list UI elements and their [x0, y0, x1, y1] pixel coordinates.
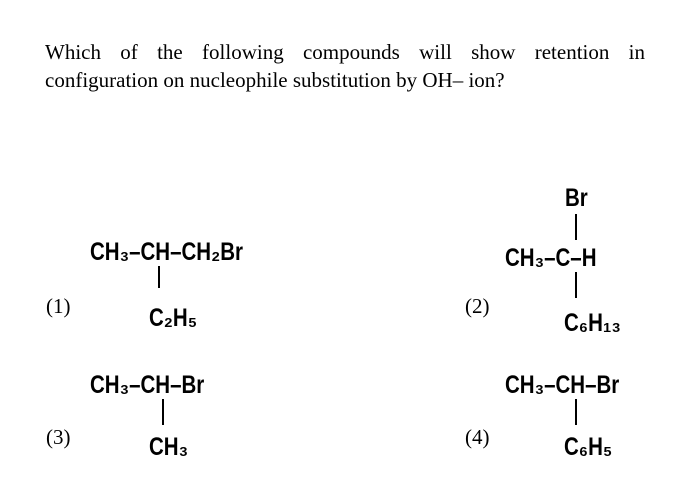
option-2-main-chain: CH₃–C–H	[505, 244, 597, 272]
question-line-1: Which of the following compounds will show retention in	[45, 40, 645, 64]
option-1-branch: C₂H₅	[149, 304, 198, 332]
option-4-bond	[575, 399, 577, 425]
option-4-main-chain: CH₃–CH–Br	[505, 371, 620, 399]
option-1-main-chain: CH₃–CH–CH₂Br	[90, 238, 244, 266]
option-2-top-bond	[575, 214, 577, 240]
option-4-number: (4)	[465, 425, 490, 449]
question-line-2: configuration on nucleophile substitution by OH– ion?	[45, 68, 505, 92]
option-3-main-chain: CH₃–CH–Br	[90, 371, 205, 399]
option-1-number: (1)	[46, 294, 71, 318]
option-2-bottom-bond	[575, 272, 577, 298]
question-text	[45, 38, 645, 94]
option-1-bond	[158, 266, 160, 288]
option-2-number: (2)	[465, 294, 490, 318]
option-2-branch: C₆H₁₃	[564, 309, 621, 337]
option-3-branch: CH₃	[149, 433, 189, 461]
option-4-branch: C₆H₅	[564, 433, 613, 461]
option-3-bond	[162, 399, 164, 425]
option-3-number: (3)	[46, 425, 71, 449]
option-2-top-substituent: Br	[565, 184, 588, 212]
